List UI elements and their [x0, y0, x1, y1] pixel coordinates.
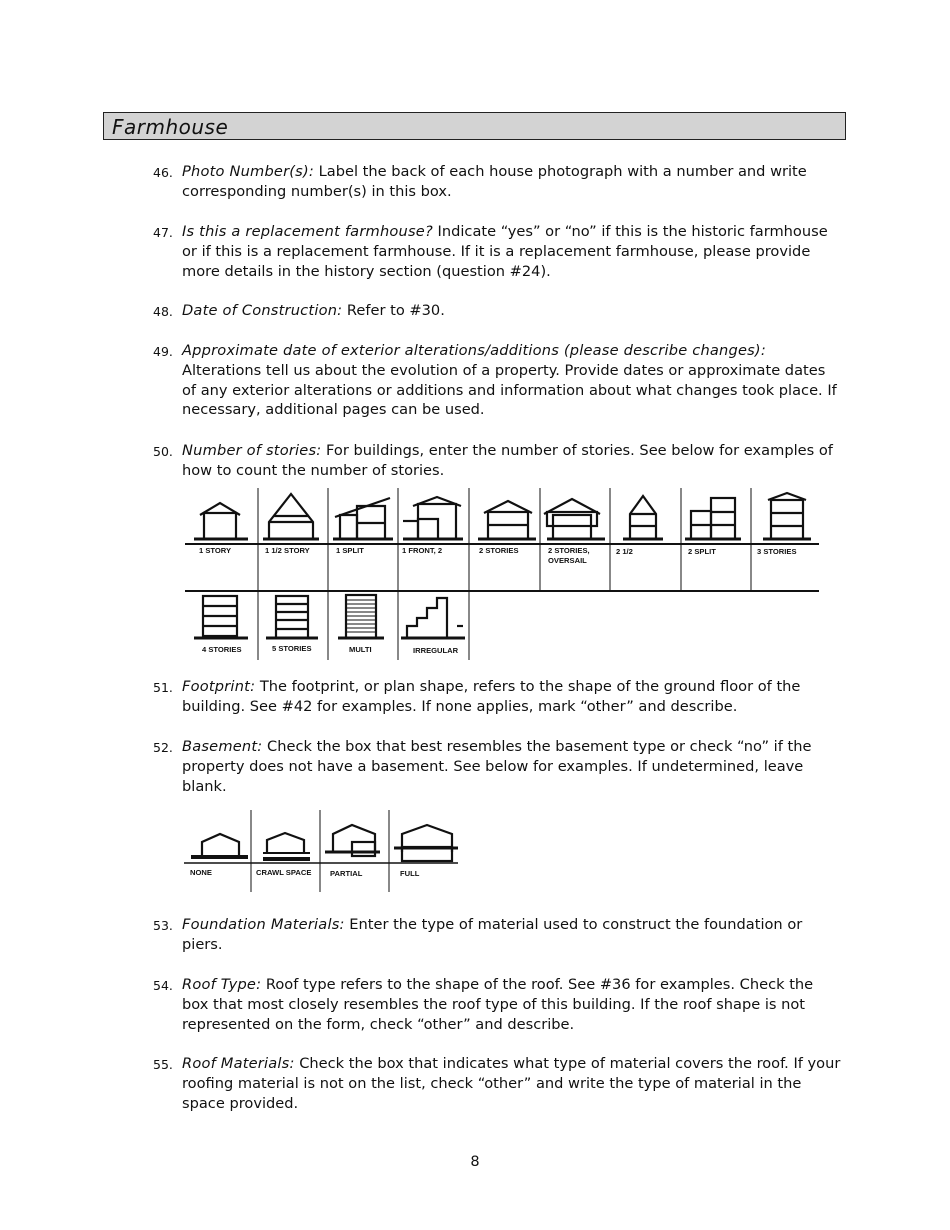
item-50 [153, 441, 843, 481]
item-47 [153, 222, 843, 281]
story-caption: 1 1/2 STORY [265, 546, 310, 555]
page-number: 8 [470, 1154, 480, 1170]
item-number: 51. [153, 680, 173, 695]
story-caption: 2 1/2 [616, 547, 633, 556]
item-48 [153, 301, 843, 321]
item-label: Photo Number(s): [182, 163, 314, 180]
item-label: Roof Materials: [182, 1055, 295, 1072]
story-caption: IRREGULAR [413, 646, 459, 655]
item-number: 47. [153, 225, 173, 240]
item-label: Is this a replacement farmhouse? [182, 223, 433, 240]
item-label: Footprint: [182, 678, 256, 695]
item-label: Foundation Materials: [182, 916, 345, 933]
item-number: 48. [153, 304, 173, 319]
story-caption: MULTI [349, 645, 372, 654]
story-caption: 2 STORIES, [548, 546, 590, 555]
item-label: Approximate date of exterior alterations/additions (please describe changes): [182, 342, 766, 359]
basement-caption: FULL [400, 869, 420, 878]
item-number: 52. [153, 740, 173, 755]
basement-caption: PARTIAL [330, 869, 363, 878]
story-caption: 4 STORIES [202, 645, 242, 654]
item-46 [153, 162, 843, 202]
basement-diagram [184, 810, 464, 898]
story-caption: 3 STORIES [757, 547, 797, 556]
item-53 [153, 915, 843, 955]
item-text: Check the box that best resembles the basement type or check “no” if the property does not have a basement. See below for examples. If undetermined, leave blank. [182, 738, 812, 795]
item-text: Roof type refers to the shape of the roof. See #36 for examples. Check the box that most closely resembles the roof type of this building. If the roof shape is not represented on the form, check “other” and describe. [182, 976, 814, 1033]
story-caption: 2 STORIES [479, 546, 519, 555]
story-caption: 1 FRONT, 2 [402, 546, 443, 555]
story-caption: 2 SPLIT [688, 547, 716, 556]
item-51 [153, 677, 843, 717]
item-text: Check the box that indicates what type of material covers the roof. If your roofing material is not on the list, check “other” and write the type of material in the space provided. [182, 1055, 841, 1112]
story-caption: OVERSAIL [548, 556, 587, 565]
item-number: 46. [153, 165, 173, 180]
item-49 [153, 341, 843, 420]
item-text: Label the back of each house photograph with a number and write corresponding number(s) in this box. [182, 163, 807, 200]
item-label: Basement: [182, 738, 263, 755]
item-number: 54. [153, 978, 173, 993]
item-label: Number of stories: [182, 442, 322, 459]
item-number: 53. [153, 918, 173, 933]
item-label: Date of Construction: [182, 302, 343, 319]
item-text: The footprint, or plan shape, refers to the shape of the ground floor of the building. See #42 for examples. If none applies, mark “other” and describe. [182, 678, 801, 715]
stories-diagram [185, 488, 825, 664]
basement-caption: NONE [190, 868, 212, 877]
item-text: Alterations tell us about the evolution of a property. Provide dates or approximate dates of any exterior alterations or additions and information about what changes took place. If necessary, additional pages can be used. [182, 361, 837, 419]
item-text: For buildings, enter the number of stories. See below for examples of how to count the number of stories. [182, 442, 833, 479]
item-number: 50. [153, 444, 173, 459]
section-title: Farmhouse [112, 115, 229, 139]
item-number: 49. [153, 344, 173, 359]
item-55 [153, 1054, 843, 1113]
item-label: Roof Type: [182, 976, 262, 993]
item-54 [153, 975, 843, 1034]
item-number: 55. [153, 1057, 173, 1072]
basement-caption: CRAWL SPACE [256, 868, 312, 877]
section-header [103, 112, 846, 140]
item-52 [153, 737, 843, 796]
item-text: Enter the type of material used to construct the foundation or piers. [182, 916, 803, 953]
story-caption: 1 SPLIT [336, 546, 364, 555]
item-text: Refer to #30. [342, 302, 445, 319]
story-caption: 5 STORIES [272, 644, 312, 653]
item-text: Indicate “yes” or “no” if this is the historic farmhouse or if this is a replacement farmhouse. If it is a replacement farmhouse, please provide more details in the history section (question #24). [182, 223, 828, 280]
story-caption: 1 STORY [199, 546, 232, 555]
